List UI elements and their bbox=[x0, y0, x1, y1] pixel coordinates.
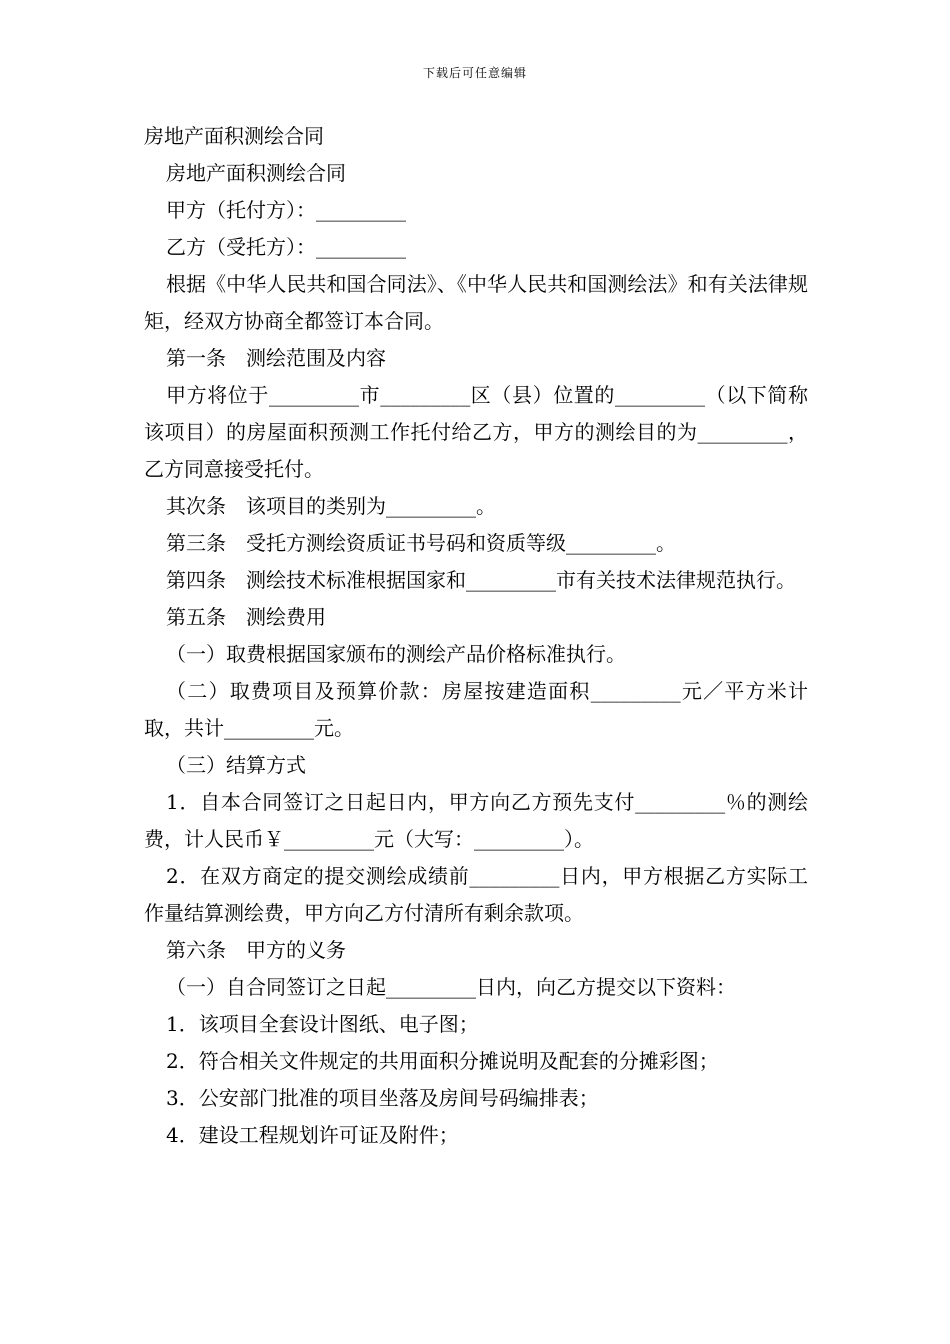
article-5-heading: 第五条 测绘费用 bbox=[166, 605, 326, 629]
document-title: 房地产面积测绘合同 bbox=[144, 124, 324, 148]
article-1-body: 甲方将位于_________市_________区（县）位置的_________（以下简称该项目）的房屋面积预测工作托付给乙方，甲方的测绘目的为_________，乙方同意接受托付。 bbox=[144, 383, 808, 481]
article-6-heading: 第六条 甲方的义务 bbox=[166, 938, 346, 962]
contract-title: 房地产面积测绘合同 bbox=[166, 161, 346, 185]
article-2: 其次条 该项目的类别为_________。 bbox=[166, 494, 496, 518]
materials-item-4: 4．建设工程规划许可证及附件； bbox=[166, 1123, 459, 1147]
materials-item-2: 2．符合相关文件规定的共用面积分摊说明及配套的分摊彩图； bbox=[166, 1049, 719, 1073]
article-5-item-2: （二）取费项目及预算价款：房屋按建造面积_________元／平方米计取，共计_________元。 bbox=[144, 679, 808, 740]
settlement-clause-2: 2．在双方商定的提交测绘成绩前_________日内，甲方根据乙方实际工作量结算测绘费，甲方向乙方付清所有剩余款项。 bbox=[144, 864, 808, 925]
article-4: 第四条 测绘技术标准根据国家和_________市有关技术法律规范执行。 bbox=[166, 568, 796, 592]
party-b-line: 乙方（受托方）：_________ bbox=[166, 235, 406, 259]
article-6-item-1: （一）自合同签订之日起_________日内，向乙方提交以下资料： bbox=[166, 975, 736, 999]
preamble-paragraph: 根据《中华人民共和国合同法》、《中华人民共和国测绘法》和有关法律规矩，经双方协商全都签订本合同。 bbox=[144, 272, 808, 333]
article-1-heading: 第一条 测绘范围及内容 bbox=[166, 346, 386, 370]
party-a-line: 甲方（托付方）：_________ bbox=[166, 198, 406, 222]
article-3: 第三条 受托方测绘资质证书号码和资质等级_________。 bbox=[166, 531, 676, 555]
materials-item-3: 3．公安部门批准的项目坐落及房间号码编排表； bbox=[166, 1086, 599, 1110]
document-body bbox=[144, 118, 808, 1154]
article-5-item-3: （三）结算方式 bbox=[166, 753, 306, 777]
settlement-clause-1: 1．自本合同签订之日起日内，甲方向乙方预先支付_________％的测绘费，计人民币￥_________元（大写：_________）。 bbox=[144, 790, 808, 851]
page-header: 下载后可任意编辑 bbox=[422, 66, 527, 80]
article-5-item-1: （一）取费根据国家颁布的测绘产品价格标准执行。 bbox=[166, 642, 626, 666]
materials-item-1: 1．该项目全套设计图纸、电子图； bbox=[166, 1012, 479, 1036]
